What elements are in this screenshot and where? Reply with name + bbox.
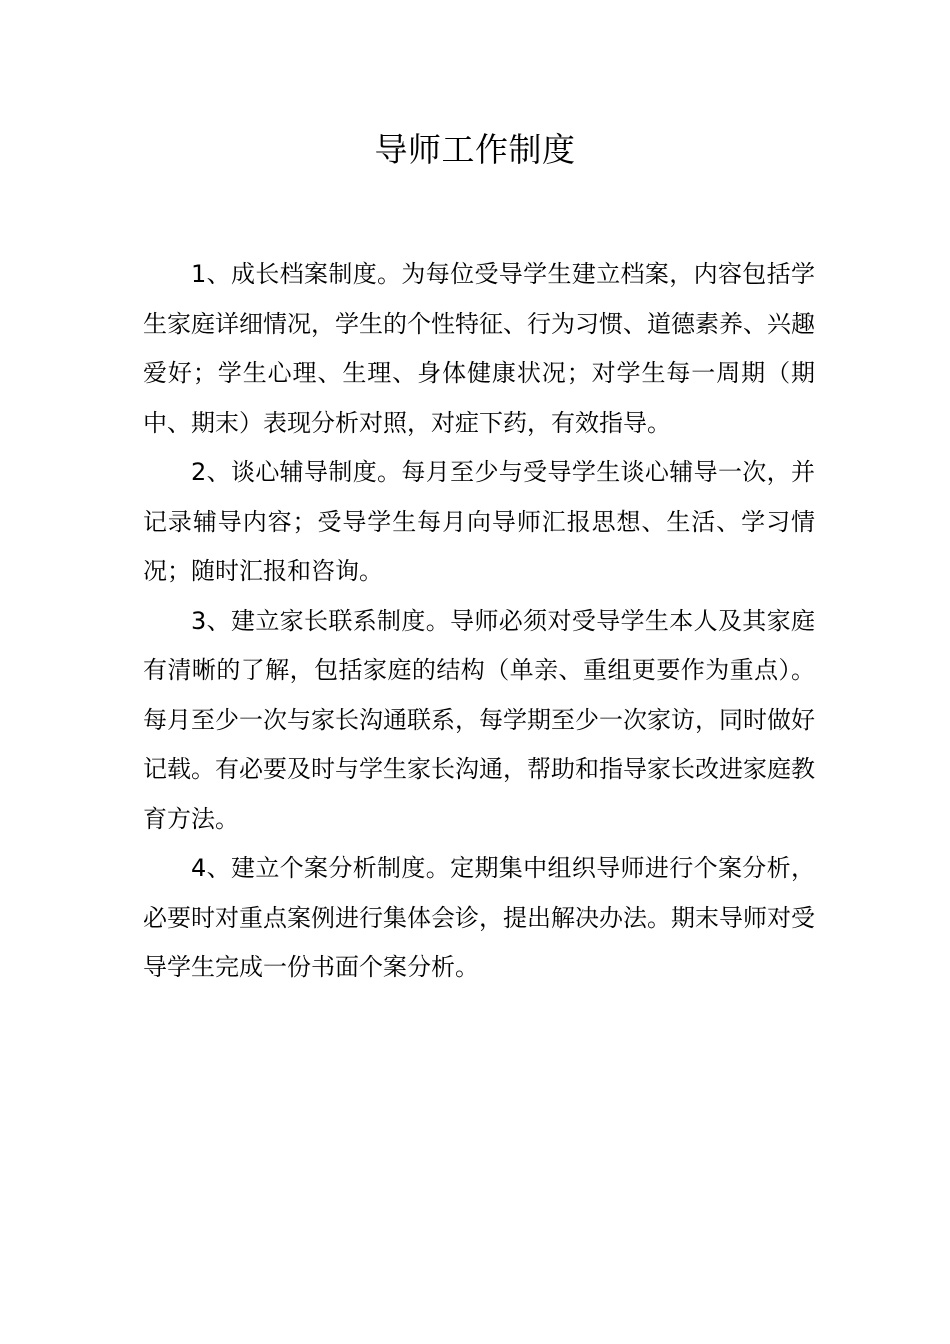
paragraph-growth-records: 1、成长档案制度。为每位受导学生建立档案，内容包括学生家庭详细情况，学生的个性特征、行为习惯、道德素养、兴趣爱好；学生心理、生理、身体健康状况；对学生每一周期（期中、期末）表现分析对照，对症下药，有效指导。: [143, 260, 815, 437]
paragraph-counseling: 2、谈心辅导制度。每月至少与受导学生谈心辅导一次，并记录辅导内容；受导学生每月向导师汇报思想、生活、学习情况；随时汇报和咨询。: [143, 458, 815, 585]
paragraph-parent-contact: 3、建立家长联系制度。导师必须对受导学生本人及其家庭有清晰的了解，包括家庭的结构（单亲、重组更要作为重点）。每月至少一次与家长沟通联系，每学期至少一次家访，同时做好记载。有必要及时与学生家长沟通，帮助和指导家长改进家庭教育方法。: [143, 606, 815, 833]
paragraph-case-analysis: 4、建立个案分析制度。定期集中组织导师进行个案分析，必要时对重点案例进行集体会诊，提出解决办法。期末导师对受导学生完成一份书面个案分析。: [143, 854, 815, 981]
document-title: 导师工作制度: [374, 130, 576, 169]
document-body: [143, 250, 815, 993]
